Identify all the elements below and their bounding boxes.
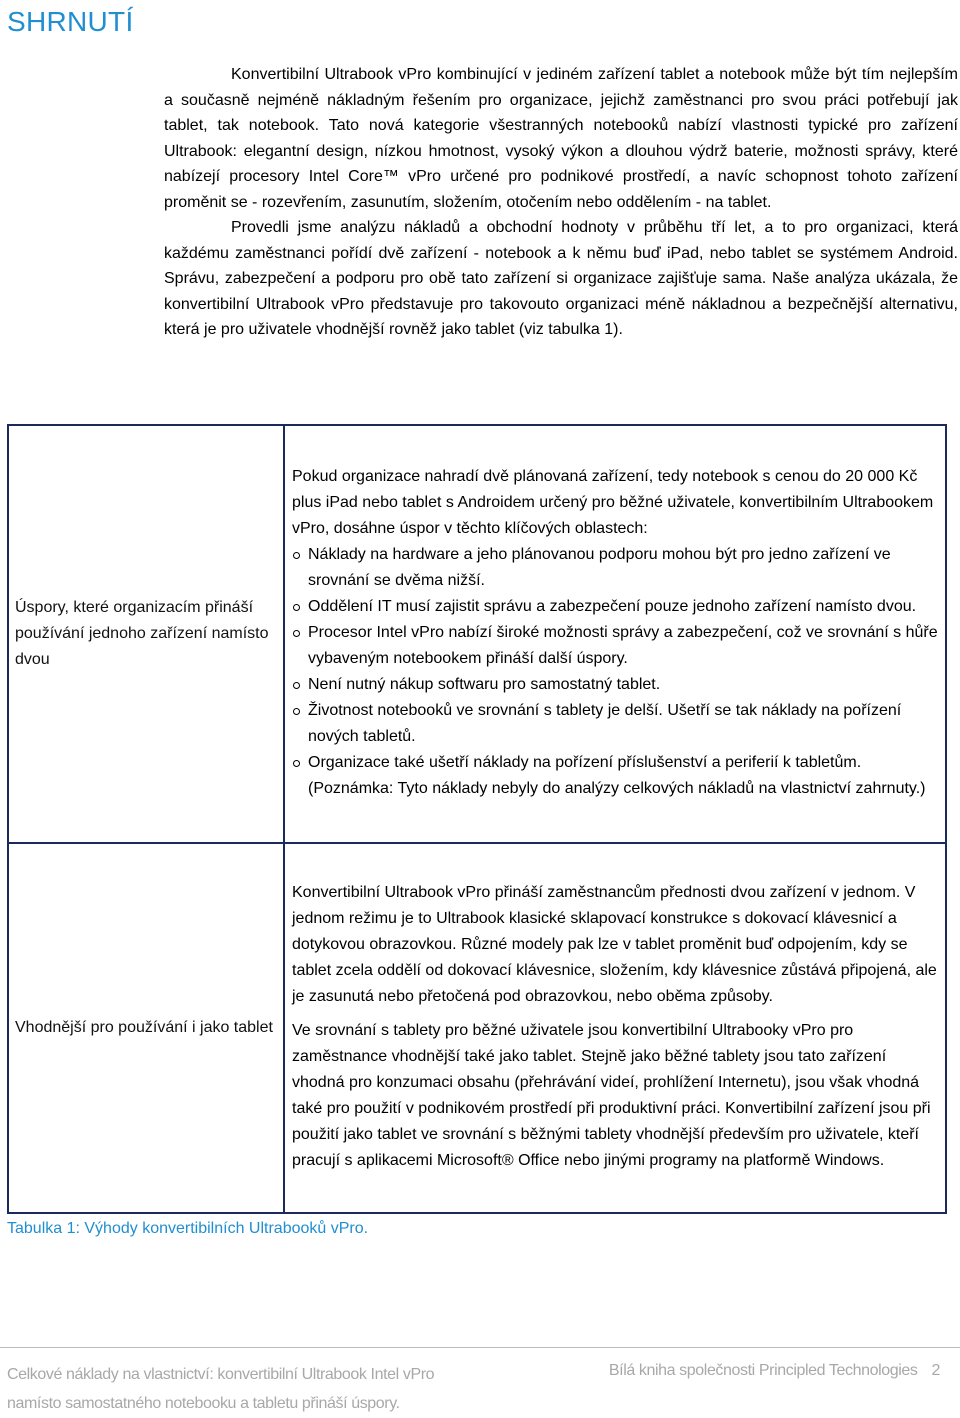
tablet-paragraph-2: Ve srovnání s tablety pro běžné uživatele jsou konvertibilní Ultrabooky vPro pro zaměstnance vhodnější také jako tablet. Stejně jako běžné tablety jsou tato zařízení vhodná pro konzumaci obsahu (přehrávání videí, prohlížení Internetu), jsou však vhodná také pro použití v podnikovém prostředí při produktivní práci. Konvertibilní zařízení jsou při použití jako tablet ve srovnání s běžnými tablety vhodnější především pro uživatele, kteří pracují s aplikacemi Microsoft® Office nebo jinými programy na platformě Windows. (292, 1021, 931, 1169)
bullet-icon (293, 604, 300, 611)
savings-intro: Pokud organizace nahradí dvě plánovaná zařízení, tedy notebook s cenou do 20 000 Kč plus iPad nebo tablet s Androidem určený pro běžné uživatele, konvertibilním Ultrabookem vPro, dosáhne úspor v těchto klíčových oblastech: (292, 467, 934, 537)
page-number: 2 (931, 1362, 940, 1379)
list-item: Náklady na hardware a jeho plánovanou podporu mohou být pro jedno zařízení ve srovnání se dvěma nižší. (308, 542, 939, 594)
footer-left (7, 1360, 434, 1418)
savings-list (292, 542, 939, 802)
intro-section (164, 62, 958, 343)
row-body-savings (284, 425, 946, 843)
list-item: Není nutný nákup softwaru pro samostatný tablet. (308, 672, 939, 698)
page-title: SHRNUTÍ (7, 6, 134, 37)
bullet-icon (293, 760, 300, 767)
bullet-icon (293, 682, 300, 689)
benefits-table (7, 424, 947, 1214)
footer-left-line-2: namísto samostatného notebooku a tabletu přináší úspory. (7, 1395, 400, 1412)
footer-publisher: Bílá kniha společnosti Principled Technologies (608, 1362, 918, 1379)
list-item: Organizace také ušetří náklady na pořízení příslušenství a periferií k tabletům. (Poznámka: Tyto náklady nebyly do analýzy celkových nákladů na vlastnictví zahrnuty.) (308, 750, 939, 802)
tablet-paragraph-1: Konvertibilní Ultrabook vPro přináší zaměstnancům přednosti dvou zařízení v jednom. V jednom režimu je to Ultrabook klasické sklapovací konstrukce s dokovací klávesnicí a dotykovou obrazovkou. Různé modely pak lze v tablet proměnit buď odpojením, kdy se tablet zcela oddělí od dokovací klávesnice, složením, kdy klávesnice zůstává připojená, ale je zasunutá nebo přetočená pod obrazovkou, nebo oběma způsoby. (292, 883, 937, 1005)
intro-paragraph-2: Provedli jsme analýzu nákladů a obchodní hodnoty v průběhu tří let, a to pro organizaci, která každému zaměstnanci pořídí dvě zařízení - notebook a k němu buď iPad, nebo tablet se systémem Android. Správu, zabezpečení a podporu pro obě tato zařízení si organizace zajišťuje sama. Naše analýza ukázala, že konvertibilní Ultrabook vPro představuje pro takovouto organizaci méně nákladnou a bezpečnější alternativu, která je pro uživatele vhodnější rovněž jako tablet (viz tabulka 1). (164, 219, 958, 338)
list-item: Procesor Intel vPro nabízí široké možnosti správy a zabezpečení, což ve srovnání s hůře vybaveným notebookem přináší další úspory. (308, 620, 939, 672)
footer-right (609, 1360, 940, 1382)
intro-paragraph-1: Konvertibilní Ultrabook vPro kombinující v jediném zařízení tablet a notebook může být tím nejlepším a současně nejméně nákladným řešením pro organizace, jejichž zaměstnanci pro svou práci potřebují jak tablet, tak notebook. Tato nová kategorie všestranných notebooků nabízí vlastnosti typické pro zařízení Ultrabook: elegantní design, nízkou hmotnost, vysoký výkon a dlouhou výdrž baterie, možnosti správy, které nabízejí procesory Intel Core™ vPro určené pro podnikové prostředí, a navíc schopnost tohoto zařízení proměnit se - rozevřením, zasunutím, složením, otočením nebo oddělením - na tablet. (164, 66, 958, 211)
footer-left-line-1: Celkové náklady na vlastnictví: konvertibilní Ultrabook Intel vPro (7, 1366, 435, 1383)
list-item: Oddělení IT musí zajistit správu a zabezpečení pouze jednoho zařízení namísto dvou. (308, 594, 939, 620)
row-body-tablet (284, 843, 946, 1213)
footer-divider (0, 1347, 960, 1348)
bullet-icon (293, 708, 300, 715)
row-label-tablet: Vhodnější pro používání i jako tablet (8, 843, 284, 1213)
list-item: Životnost notebooků ve srovnání s tablety je delší. Ušetří se tak náklady na pořízení nových tabletů. (308, 698, 939, 750)
table-row (8, 843, 946, 1213)
bullet-icon (293, 552, 300, 559)
row-label-savings: Úspory, které organizacím přináší používání jednoho zařízení namísto dvou (8, 425, 284, 843)
table-caption: Tabulka 1: Výhody konvertibilních Ultrabooků vPro. (7, 1220, 369, 1237)
table-row (8, 425, 946, 843)
bullet-icon (293, 630, 300, 637)
